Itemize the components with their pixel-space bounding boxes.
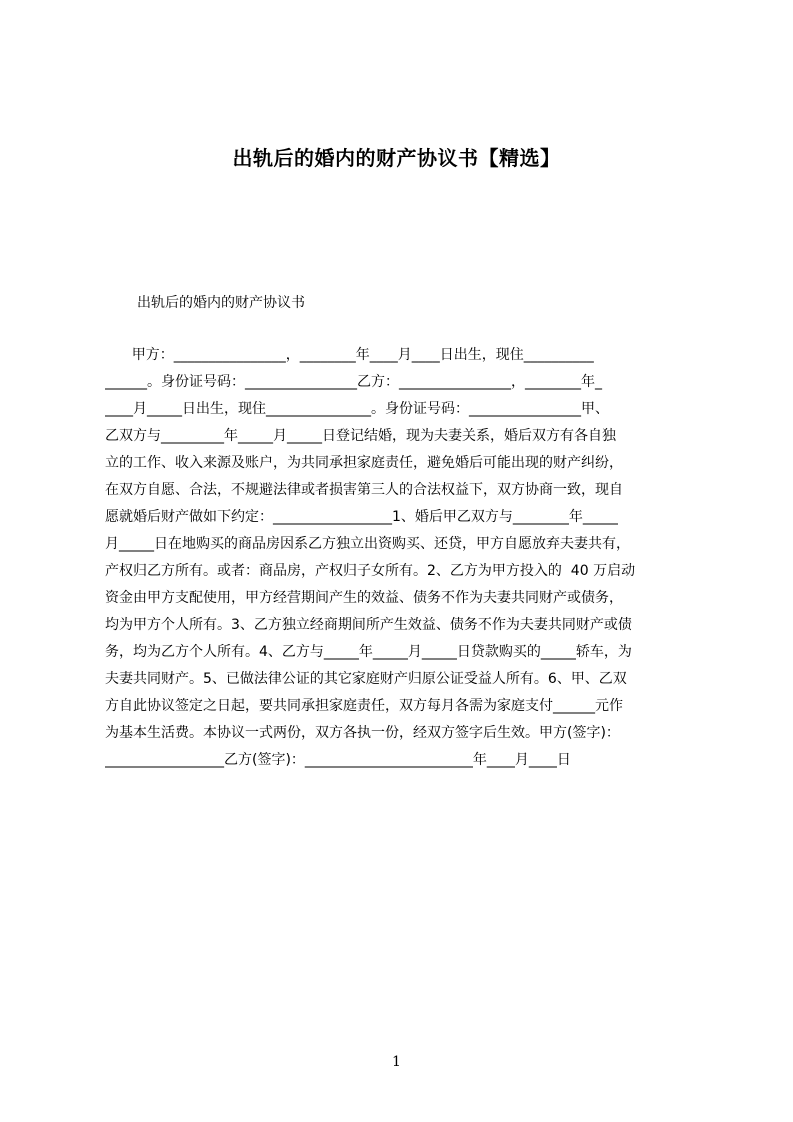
body-line: 资金由甲方支配使用，甲方经营期间产生的效益、债务不作为夫妻共同财产或债务， <box>105 590 623 606</box>
body-line: 乙双方与_________年_____月_____日登记结婚，现为夫妻关系，婚后双方有各自独 <box>105 428 616 444</box>
body-line: ______。身份证号码：________________乙方：________________，________年_ <box>105 374 602 390</box>
body-line: 为基本生活费。本协议一式两份，双方各执一份，经双方签字后生效。甲方(签字)： <box>105 725 620 741</box>
body-line: ____月_____日出生，现住_______________。身份证号码：________________甲、 <box>105 401 609 417</box>
body-line: 务，均为乙方个人所有。4、乙方与_____年_____月_____日贷款购买的_____轿车，为 <box>105 644 632 660</box>
body-line: 在双方自愿、合法，不规避法律或者损害第三人的合法权益下，双方协商一致，现自 <box>105 482 623 498</box>
body-line: 产权归乙方所有。或者：商品房，产权归子女所有。2、乙方为甲方投入的 40 万启动 <box>105 563 636 579</box>
body-line: 甲方：________________，________年____月____日出生，现住__________ <box>105 347 594 363</box>
document-title: 出轨后的婚内的财产协议书【精选】 <box>232 146 561 170</box>
body-line: 月_____日在地购买的商品房因系乙方独立出资购买、还贷，甲方自愿放弃夫妻共有， <box>105 536 630 552</box>
body-line: 方自此协议签定之日起，要共同承担家庭责任，双方每月各需为家庭支付______元作 <box>105 698 623 714</box>
body-line: 均为甲方个人所有。3、乙方独立经商期间所产生效益、债务不作为夫妻共同财产或债 <box>105 617 632 633</box>
body-line: 愿就婚后财产做如下约定：_________________1、婚后甲乙双方与________年_____ <box>105 509 618 525</box>
body-line: 夫妻共同财产。5、已做法律公证的其它家庭财产归原公证受益人所有。6、甲、乙双 <box>105 671 627 687</box>
body-line: 立的工作、收入来源及账户，为共同承担家庭责任，避免婚后可能出现的财产纠纷， <box>105 455 623 471</box>
page-number: 1 <box>392 1054 401 1070</box>
agreement-body <box>105 342 700 774</box>
document-subtitle: 出轨后的婚内的财产协议书 <box>137 295 305 311</box>
signature-line: _________________乙方(签字)：________________________年____月____日 <box>105 752 571 768</box>
